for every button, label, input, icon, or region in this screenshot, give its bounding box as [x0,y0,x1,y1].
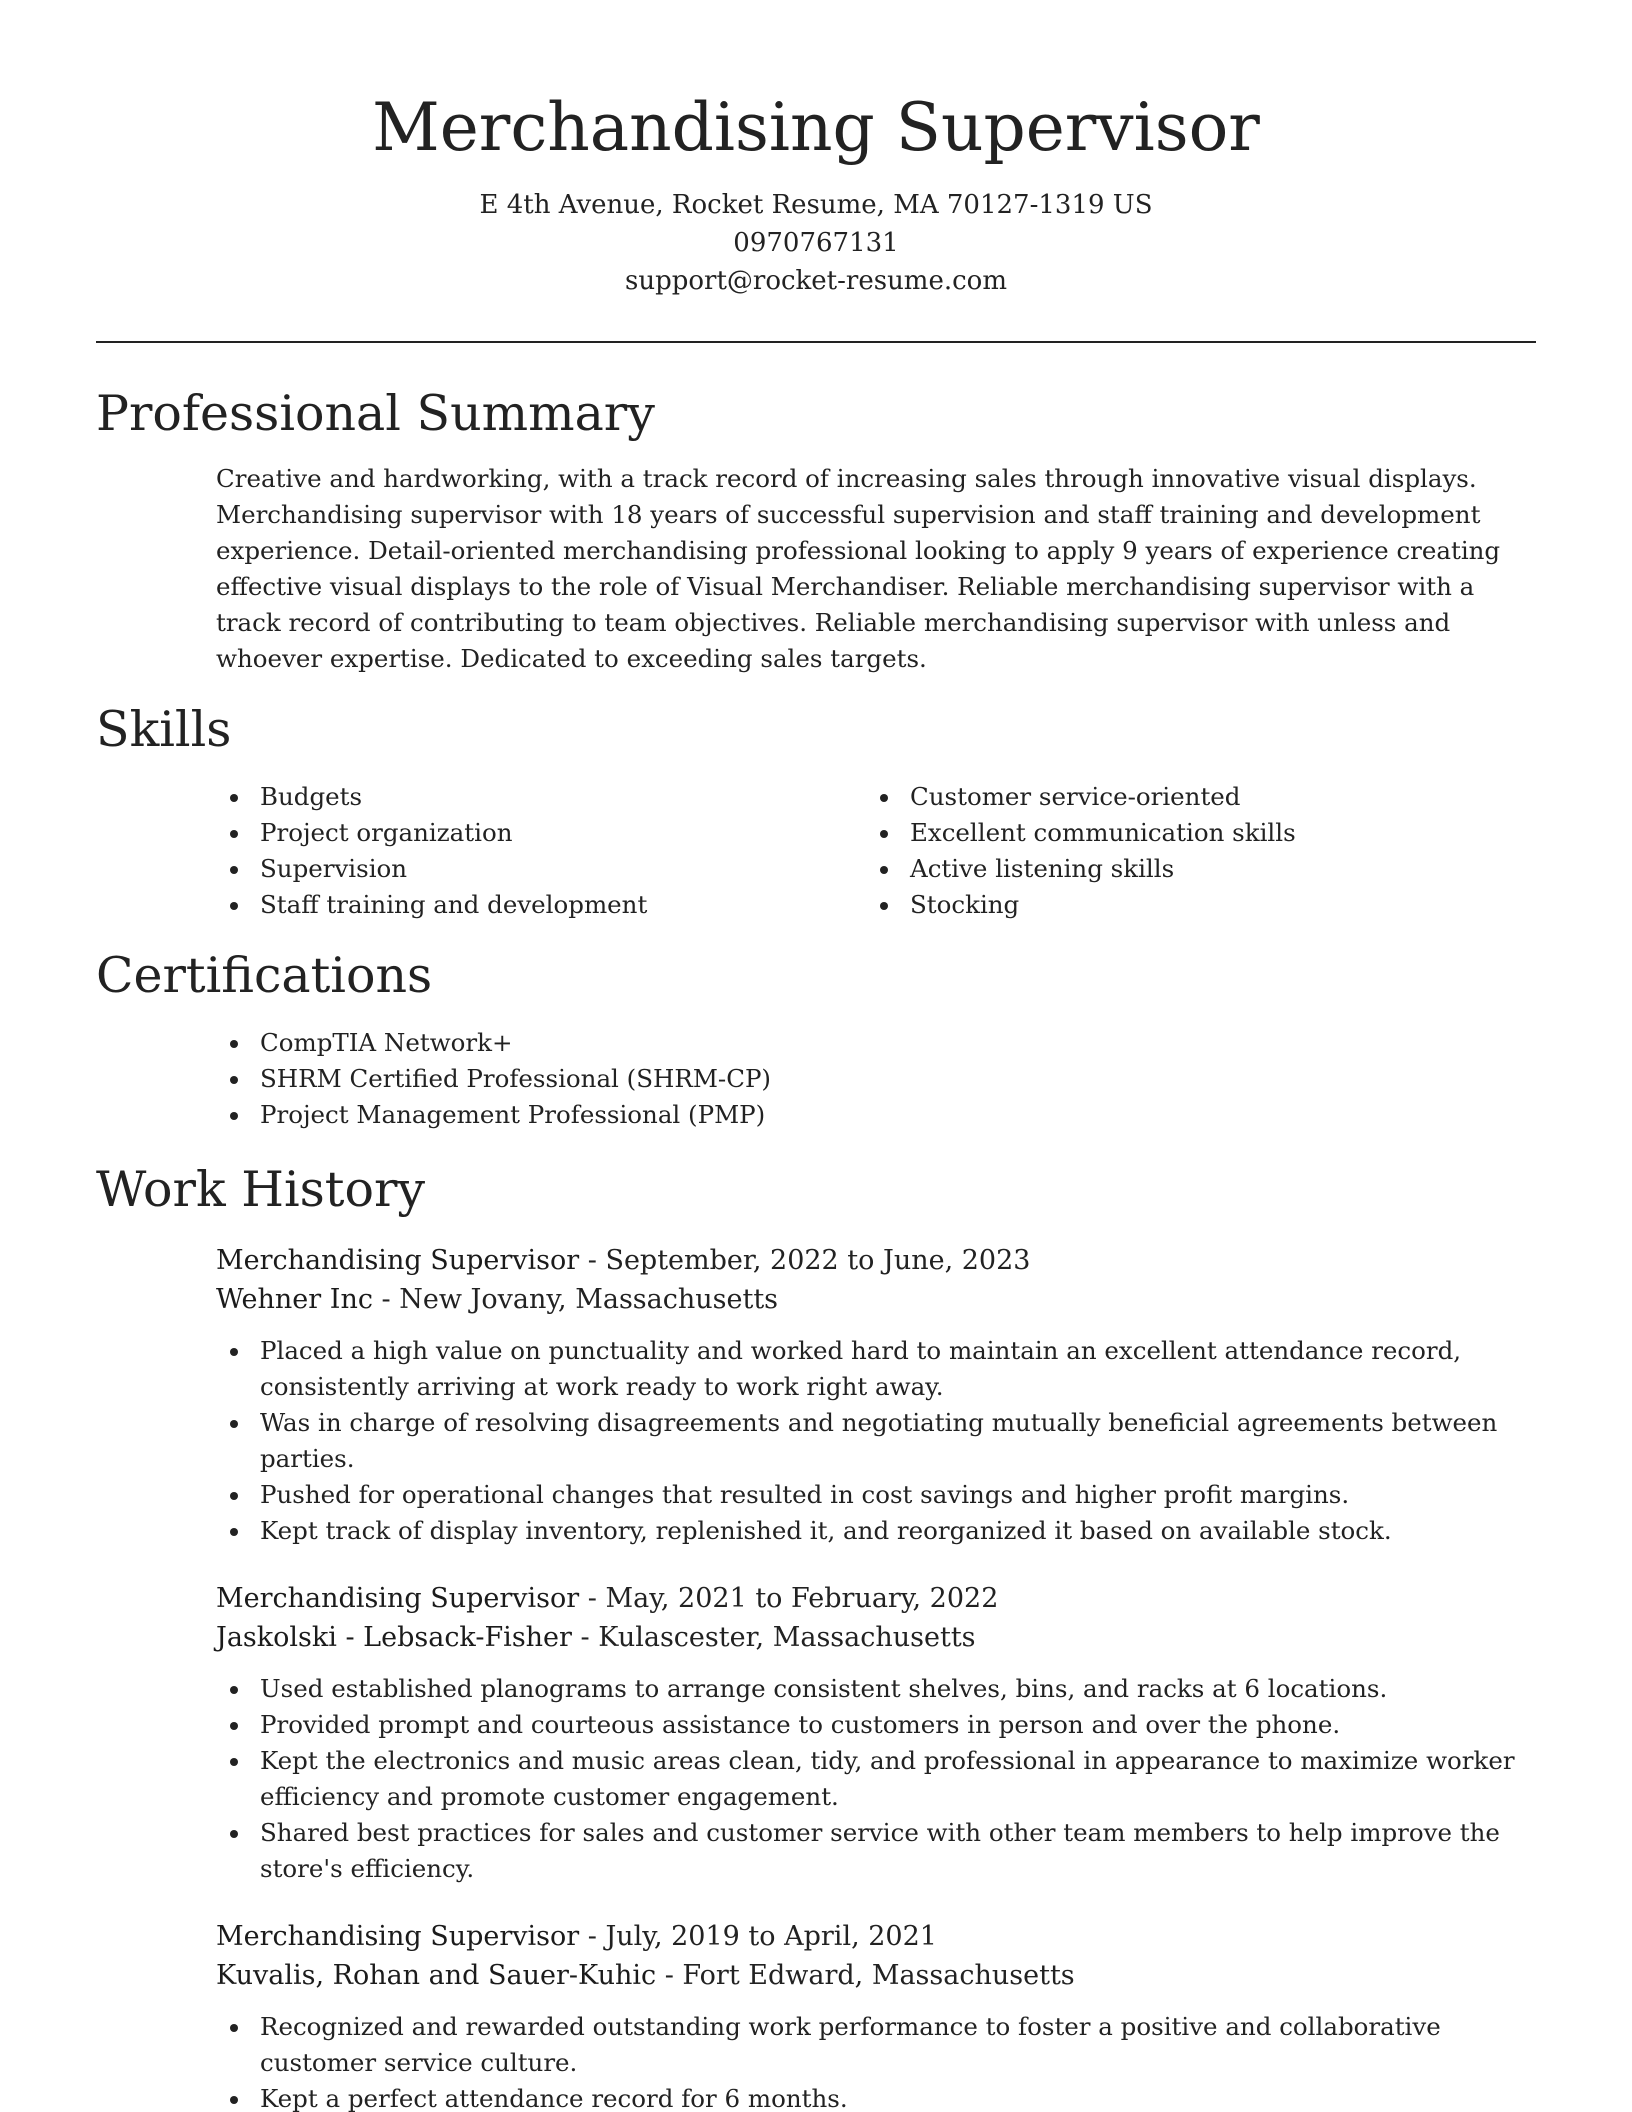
duty-item: Recognized and rewarded outstanding work performance to foster a positive and collaborative customer service culture. [216,2009,1536,2081]
certification-item: CompTIA Network+ [216,1025,1536,1061]
skill-item: Active listening skills [866,851,1516,887]
summary-heading: Professional Summary [96,385,655,442]
separator: - [571,1622,599,1653]
job-duties [216,1333,1536,1549]
certifications-list [216,1025,1536,1133]
job-dates: May, 2021 to February, 2022 [605,1583,999,1614]
duty-item: Used established planograms to arrange consistent shelves, bins, and racks at 6 locations. [216,1671,1536,1707]
job-duties [216,2009,1536,2112]
duty-item: Kept track of display inventory, replenished it, and reorganized it based on available stock. [216,1513,1536,1549]
candidate-name: Merchandising Supervisor [372,89,1260,166]
job-role: Merchandising Supervisor [216,1921,580,1952]
skill-item: Excellent communication skills [866,815,1516,851]
skill-item: Stocking [866,887,1516,923]
job-dates: September, 2022 to June, 2023 [605,1245,1031,1276]
skills-column-right [866,779,1516,923]
header-divider [96,341,1536,343]
job-company: Jaskolski - Lebsack-Fisher [216,1622,572,1653]
separator: - [579,1245,606,1276]
job-duties [216,1671,1536,1887]
skill-item: Project organization [216,815,866,851]
duty-item: Placed a high value on punctuality and worked hard to maintain an excellent attendance record, consistently arriving at work ready to work right away. [216,1333,1536,1405]
resume-header [0,80,1632,300]
contact-phone: 0970767131 [733,228,899,258]
job-entry-1 [216,1241,1536,1549]
job-company-line [216,1618,1536,1657]
summary-text: Creative and hardworking, with a track record of increasing sales through innovative visual displays. Merchandising supervisor with 18 years of successful supervision and staff training and development experience. Detail-oriented merchandising professional looking to apply 9 years of experience creating effective visual displays to the role of Visual Merchandiser. Reliable merchandising supervisor with a track record of contributing to team objectives. Reliable merchandising supervisor with unless and whoever expertise. Dedicated to exceeding sales targets. [216,464,1501,673]
job-location: Kulascester, Massachusetts [598,1622,976,1653]
job-entry-2 [216,1579,1536,1887]
job-role: Merchandising Supervisor [216,1245,580,1276]
job-location: New Jovany, Massachusetts [399,1284,779,1315]
job-role: Merchandising Supervisor [216,1583,580,1614]
certification-item: SHRM Certified Professional (SHRM-CP) [216,1061,1536,1097]
job-title-line [216,1579,1536,1618]
skill-item: Budgets [216,779,866,815]
skills-column-left [216,779,866,923]
duty-item: Provided prompt and courteous assistance to customers in person and over the phone. [216,1707,1536,1743]
skills-list [216,779,1536,923]
separator: - [579,1921,606,1952]
job-dates: July, 2019 to April, 2021 [605,1921,937,1952]
separator: - [656,1960,683,1991]
job-company-line [216,1280,1536,1319]
skills-heading: Skills [96,701,232,758]
job-company: Kuvalis, Rohan and Sauer-Kuhic [216,1960,657,1991]
work-history-heading: Work History [96,1161,426,1218]
job-title-line [216,1917,1536,1956]
duty-item: Kept the electronics and music areas clean, tidy, and professional in appearance to maximize worker efficiency and promote customer engagement. [216,1743,1536,1815]
duty-item: Was in charge of resolving disagreements and negotiating mutually beneficial agreements between parties. [216,1405,1536,1477]
skill-item: Customer service-oriented [866,779,1516,815]
skill-item: Supervision [216,851,866,887]
duty-item: Kept a perfect attendance record for 6 months. [216,2081,1536,2112]
contact-email: support@rocket-resume.com [624,266,1007,296]
separator: - [372,1284,400,1315]
separator: - [579,1583,606,1614]
certification-item: Project Management Professional (PMP) [216,1097,1536,1133]
job-company: Wehner Inc [216,1284,373,1315]
job-entry-3 [216,1917,1536,2112]
certifications-heading: Certifications [96,947,433,1004]
resume-content [96,375,1536,2112]
job-location: Fort Edward, Massachusetts [682,1960,1075,1991]
job-company-line [216,1956,1536,1995]
skill-item: Staff training and development [216,887,866,923]
contact-address: E 4th Avenue, Rocket Resume, MA 70127-1319 US [479,190,1153,220]
duty-item: Shared best practices for sales and customer service with other team members to help improve the store's efficiency. [216,1815,1536,1887]
duty-item: Pushed for operational changes that resulted in cost savings and higher profit margins. [216,1477,1536,1513]
job-title-line [216,1241,1536,1280]
